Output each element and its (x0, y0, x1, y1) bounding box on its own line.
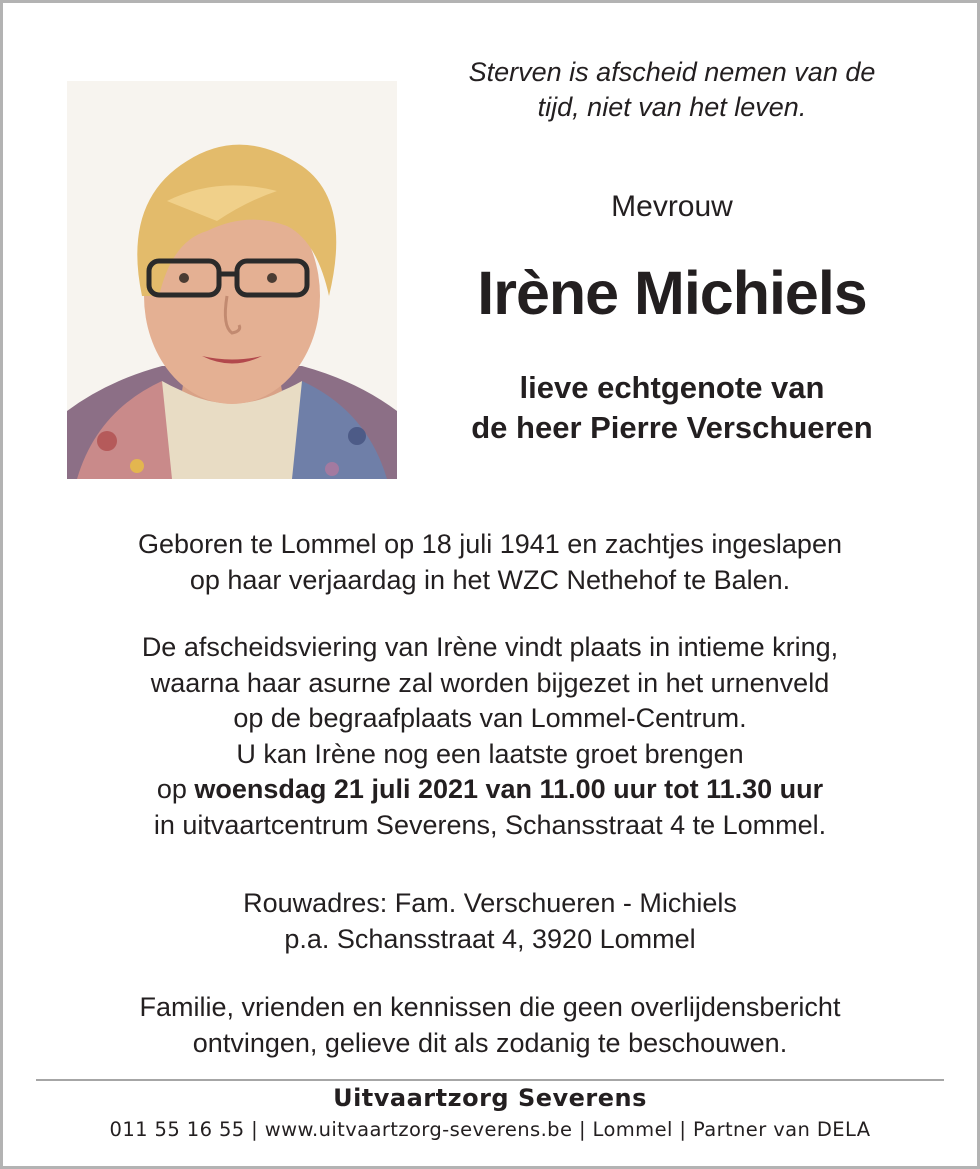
relation-line-2: de heer Pierre Verschueren (471, 410, 873, 445)
opening-quote (420, 55, 924, 125)
ceremony-line-2: waarna haar asurne zal worden bijgezet in het urnenveld (150, 667, 830, 698)
ceremony-line-1: De afscheidsviering van Irène vindt plaats in intieme kring, (141, 632, 839, 662)
quote-line-1: Sterven is afscheid nemen van de (468, 57, 876, 87)
ceremony-line-6: in uitvaartcentrum Severens, Schansstraat 4 te Lommel. (153, 809, 827, 840)
ceremony-line-3: op de begraafplaats van Lommel-Centrum. (233, 703, 747, 733)
deceased-name: Irène Michiels (477, 259, 867, 327)
notice-paragraph (40, 990, 940, 1061)
birth-line-2: op haar verjaardag in het WZC Nethehof te Balen. (189, 564, 791, 595)
notice-line-1: Familie, vrienden en kennissen die geen overlijdensbericht (139, 992, 841, 1022)
funeral-company-contact: 011 55 16 55 | www.uitvaartzorg-severens.be | Lommel | Partner van DELA (109, 1118, 871, 1141)
ceremony-date-time: woensdag 21 juli 2021 van 11.00 uur tot 11.30 uur (194, 774, 824, 804)
portrait-photo (67, 81, 397, 479)
funeral-company-name: Uitvaartzorg Severens (333, 1084, 647, 1112)
relation-text (420, 368, 924, 448)
notice-line-2: ontvingen, gelieve dit als zodanig te beschouwen. (192, 1027, 788, 1058)
ceremony-date-prefix: op (156, 774, 195, 804)
ceremony-paragraph (40, 630, 940, 843)
address-line-2: p.a. Schansstraat 4, 3920 Lommel (284, 923, 696, 954)
birth-line-1: Geboren te Lommel op 18 juli 1941 en zachtjes ingeslapen (138, 529, 842, 559)
birth-paragraph (40, 527, 940, 598)
mourning-address (40, 886, 940, 957)
honorific-title: Mevrouw (611, 190, 733, 223)
ceremony-line-5 (40, 772, 940, 808)
relation-line-1: lieve echtgenote van (519, 370, 825, 405)
quote-line-2: tijd, niet van het leven. (537, 92, 807, 122)
footer-divider (36, 1079, 944, 1081)
ceremony-line-4: U kan Irène nog een laatste groet brengen (236, 738, 744, 769)
address-line-1: Rouwadres: Fam. Verschueren - Michiels (243, 888, 737, 918)
